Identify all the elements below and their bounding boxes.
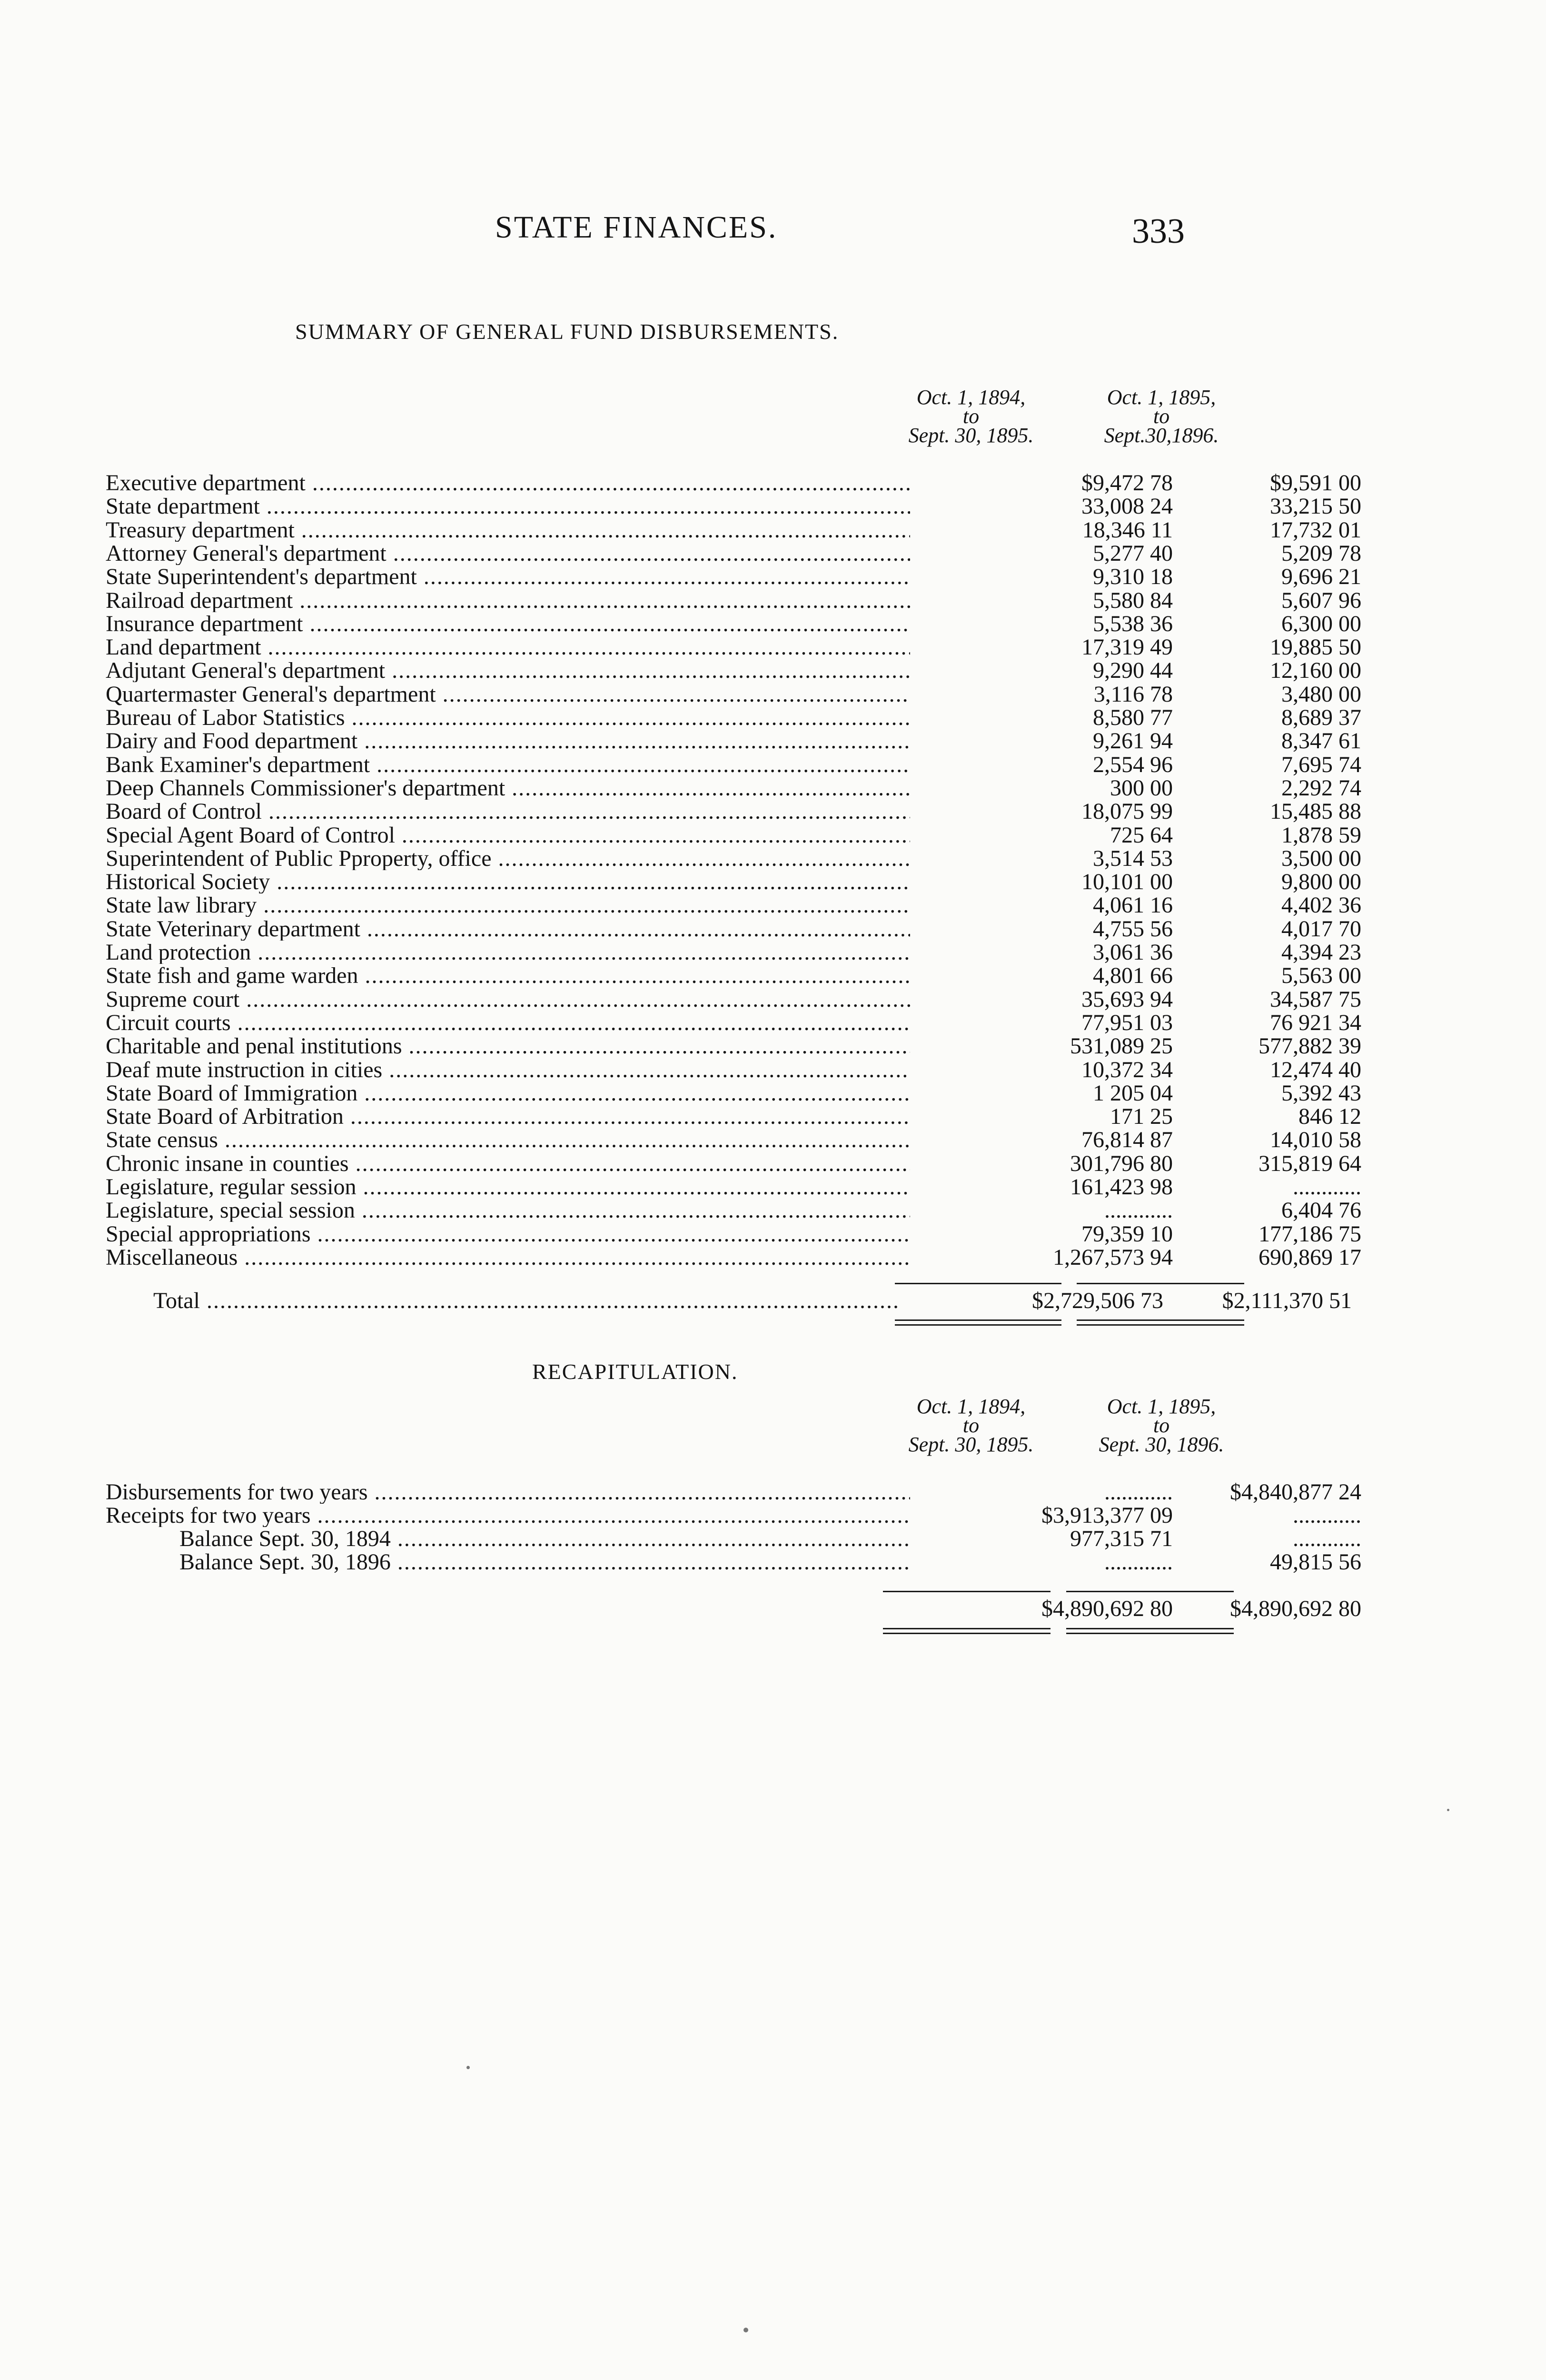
row-value-col1: $3,913,377 09 [1041, 1503, 1173, 1528]
row-label: Special Agent Board of Control ..... [106, 823, 910, 847]
row-value-col1: 77,951 03 [1081, 1010, 1173, 1035]
row-value-col2: 6,300 00 [1281, 611, 1361, 636]
row-label: Adjutant General's department ..... [106, 659, 910, 682]
row-label: State Board of Immigration ..... [106, 1081, 910, 1105]
col2-header-line1: Oct. 1, 1895, [1107, 1395, 1216, 1418]
row-label: Attorney General's department ..... [106, 542, 910, 565]
row-value-col2: 8,347 61 [1281, 728, 1361, 754]
row-value-col2: 8,689 37 [1281, 705, 1361, 730]
row-value-col2: 7,695 74 [1281, 752, 1361, 777]
row-value-col2: 76 921 34 [1270, 1010, 1361, 1035]
rule-line [1066, 1591, 1234, 1592]
row-label: Board of Control ..... [106, 800, 910, 823]
row-label: Disbursements for two years ..... [106, 1480, 910, 1504]
summary-col1-header [876, 388, 1066, 445]
row-value-col1: 161,423 98 [1070, 1174, 1173, 1200]
row-label: State fish and game warden ..... [106, 964, 910, 987]
row-value-col1: 171 25 [1110, 1104, 1173, 1130]
row-label: Quartermaster General's department ..... [106, 683, 910, 706]
row-value-col1: 301,796 80 [1070, 1150, 1173, 1176]
row-value-col2: 5,392 43 [1281, 1080, 1361, 1106]
row-value-col2: 12,160 00 [1270, 658, 1361, 684]
row-label: Land department ..... [106, 635, 910, 659]
rule-line [895, 1283, 1061, 1284]
row-value-col1: 5,538 36 [1093, 611, 1173, 636]
double-rule [895, 1319, 1061, 1321]
row-label: Chronic insane in counties ..... [106, 1152, 910, 1175]
rule-line [883, 1591, 1050, 1592]
row-label: Balance Sept. 30, 1894 ..... [179, 1527, 910, 1550]
row-value-col1: 3,061 36 [1093, 940, 1173, 965]
row-value-col2: 4,402 36 [1281, 892, 1361, 918]
rule-line [1077, 1283, 1244, 1284]
row-value-col2: 14,010 58 [1270, 1127, 1361, 1153]
row-label: Deaf mute instruction in cities ..... [106, 1058, 910, 1081]
recap-col2-header [1066, 1397, 1257, 1454]
col1-header-line3: Sept. 30, 1895. [908, 424, 1034, 447]
double-rule [1077, 1324, 1244, 1326]
row-value-col2: 690,869 17 [1259, 1244, 1361, 1270]
row-label: Land protection ..... [106, 941, 910, 964]
row-label: Deep Channels Commissioner's department ..... [106, 776, 910, 800]
row-value-col2: 19,885 50 [1270, 635, 1361, 660]
summary-total-label: Total ..... [153, 1289, 901, 1312]
row-label: Historical Society ..... [106, 870, 910, 893]
row-label: Executive department ..... [106, 471, 910, 495]
row-label: Legislature, special session ..... [106, 1199, 910, 1222]
row-value-col1: 18,346 11 [1082, 517, 1173, 543]
double-rule [1077, 1319, 1244, 1321]
row-label: Balance Sept. 30, 1896 ..... [179, 1550, 910, 1574]
row-value-col2: 15,485 88 [1270, 799, 1361, 824]
row-value-col1: ............ [1104, 1549, 1173, 1575]
row-value-col1: 977,315 71 [1070, 1526, 1173, 1551]
col2-header-line3: Sept.30,1896. [1104, 424, 1219, 447]
row-label: Superintendent of Public Pproperty, office ..... [106, 847, 910, 870]
row-value-col1: 5,277 40 [1093, 540, 1173, 566]
summary-total-col1: $2,729,506 73 [1032, 1288, 1163, 1313]
recap-total-col1: $4,890,692 80 [1041, 1596, 1173, 1621]
row-value-col2: $9,591 00 [1270, 470, 1361, 496]
row-label: Dairy and Food department ..... [106, 729, 910, 753]
row-value-col2: 4,394 23 [1281, 940, 1361, 965]
row-value-col2: 4,017 70 [1281, 916, 1361, 942]
double-rule [883, 1633, 1050, 1634]
row-value-col2: 3,500 00 [1281, 845, 1361, 871]
row-value-col2: ............ [1293, 1526, 1361, 1551]
row-value-col1: 4,801 66 [1093, 963, 1173, 989]
row-label: State census ..... [106, 1128, 910, 1151]
row-value-col1: 3,116 78 [1093, 681, 1173, 707]
col1-header-line2: to [962, 405, 980, 428]
summary-col2-header [1066, 388, 1257, 445]
row-value-col1: ............ [1104, 1198, 1173, 1223]
row-value-col2: 17,732 01 [1270, 517, 1361, 543]
row-value-col2: 1,878 59 [1281, 822, 1361, 848]
row-value-col2: 2,292 74 [1281, 775, 1361, 801]
row-value-col2: 315,819 64 [1259, 1150, 1361, 1176]
row-value-col2: 5,209 78 [1281, 540, 1361, 566]
page-number: 333 [1132, 212, 1185, 251]
paper-speck [466, 2066, 470, 2069]
row-value-col1: 1,267,573 94 [1053, 1244, 1173, 1270]
row-value-col2: 9,800 00 [1281, 869, 1361, 895]
row-value-col1: 10,101 00 [1081, 869, 1173, 895]
col1-header-line2: to [962, 1414, 980, 1437]
col2-header-line1: Oct. 1, 1895, [1107, 386, 1216, 409]
row-value-col2: 49,815 56 [1270, 1549, 1361, 1575]
row-value-col1: 300 00 [1110, 775, 1173, 801]
row-value-col2: 9,696 21 [1281, 564, 1361, 590]
row-value-col1: 9,290 44 [1093, 658, 1173, 684]
row-value-col2: 12,474 40 [1270, 1057, 1361, 1082]
row-label: Railroad department ..... [106, 589, 910, 612]
row-label: Insurance department ..... [106, 612, 910, 635]
row-label: Circuit courts ..... [106, 1011, 910, 1034]
row-label: Treasury department ..... [106, 518, 910, 542]
row-label: Special appropriations ..... [106, 1222, 910, 1246]
recap-title: RECAPITULATION. [532, 1359, 738, 1384]
row-value-col1: 4,061 16 [1093, 892, 1173, 918]
row-value-col2: 34,587 75 [1270, 986, 1361, 1012]
row-value-col1: 9,310 18 [1093, 564, 1173, 590]
row-label: Bank Examiner's department ..... [106, 753, 910, 776]
row-label: Bureau of Labor Statistics ..... [106, 706, 910, 729]
summary-total-col2: $2,111,370 51 [1222, 1288, 1352, 1313]
row-value-col1: 3,514 53 [1093, 845, 1173, 871]
row-value-col1: 35,693 94 [1081, 986, 1173, 1012]
row-value-col1: 18,075 99 [1081, 799, 1173, 824]
row-value-col1: 76,814 87 [1081, 1127, 1173, 1153]
row-label: State law library ..... [106, 893, 910, 917]
row-value-col2: $4,840,877 24 [1230, 1479, 1361, 1505]
double-rule [895, 1324, 1061, 1326]
row-value-col2: 3,480 00 [1281, 681, 1361, 707]
row-value-col2: 33,215 50 [1270, 494, 1361, 519]
row-value-col2: 177,186 75 [1259, 1221, 1361, 1247]
paper-speck [1447, 1809, 1449, 1811]
row-value-col1: 5,580 84 [1093, 587, 1173, 613]
row-label: Supreme court ..... [106, 988, 910, 1011]
row-value-col1: $9,472 78 [1081, 470, 1173, 496]
row-value-col1: 79,359 10 [1081, 1221, 1173, 1247]
col2-header-line2: to [1153, 1414, 1170, 1437]
row-value-col2: ............ [1293, 1503, 1361, 1528]
row-value-col1: 9,261 94 [1093, 728, 1173, 754]
col2-header-line3: Sept. 30, 1896. [1099, 1433, 1224, 1456]
row-label: State Board of Arbitration ..... [106, 1105, 910, 1128]
row-value-col2: 6,404 76 [1281, 1198, 1361, 1223]
double-rule [1066, 1628, 1234, 1629]
row-value-col2: 5,563 00 [1281, 963, 1361, 989]
row-value-col1: ............ [1104, 1479, 1173, 1505]
summary-title: SUMMARY OF GENERAL FUND DISBURSEMENTS. [295, 319, 839, 344]
col2-header-line2: to [1153, 405, 1170, 428]
row-value-col1: 725 64 [1110, 822, 1173, 848]
recap-total-col2: $4,890,692 80 [1230, 1596, 1361, 1621]
col1-header-line1: Oct. 1, 1894, [916, 386, 1026, 409]
row-label: Legislature, regular session ..... [106, 1175, 910, 1199]
row-value-col1: 4,755 56 [1093, 916, 1173, 942]
row-label: Miscellaneous ..... [106, 1246, 910, 1269]
double-rule [883, 1628, 1050, 1629]
row-value-col1: 2,554 96 [1093, 752, 1173, 777]
row-value-col2: 5,607 96 [1281, 587, 1361, 613]
double-rule [1066, 1633, 1234, 1634]
running-head: STATE FINANCES. [495, 210, 778, 245]
row-label: Receipts for two years ..... [106, 1504, 910, 1527]
row-label: State Veterinary department ..... [106, 917, 910, 941]
row-value-col2: 577,882 39 [1259, 1033, 1361, 1059]
row-label: Charitable and penal institutions ..... [106, 1034, 910, 1058]
row-value-col1: 531,089 25 [1070, 1033, 1173, 1059]
paper-speck [743, 2328, 748, 2332]
row-value-col1: 10,372 34 [1081, 1057, 1173, 1082]
row-label: State Superintendent's department ..... [106, 565, 910, 588]
recap-col1-header [876, 1397, 1066, 1454]
row-value-col2: 846 12 [1298, 1104, 1361, 1130]
row-value-col2: ............ [1293, 1174, 1361, 1200]
row-value-col1: 1 205 04 [1093, 1080, 1173, 1106]
row-label: State department ..... [106, 495, 910, 518]
row-value-col1: 8,580 77 [1093, 705, 1173, 730]
col1-header-line1: Oct. 1, 1894, [916, 1395, 1026, 1418]
row-value-col1: 33,008 24 [1081, 494, 1173, 519]
col1-header-line3: Sept. 30, 1895. [908, 1433, 1034, 1456]
row-value-col1: 17,319 49 [1081, 635, 1173, 660]
